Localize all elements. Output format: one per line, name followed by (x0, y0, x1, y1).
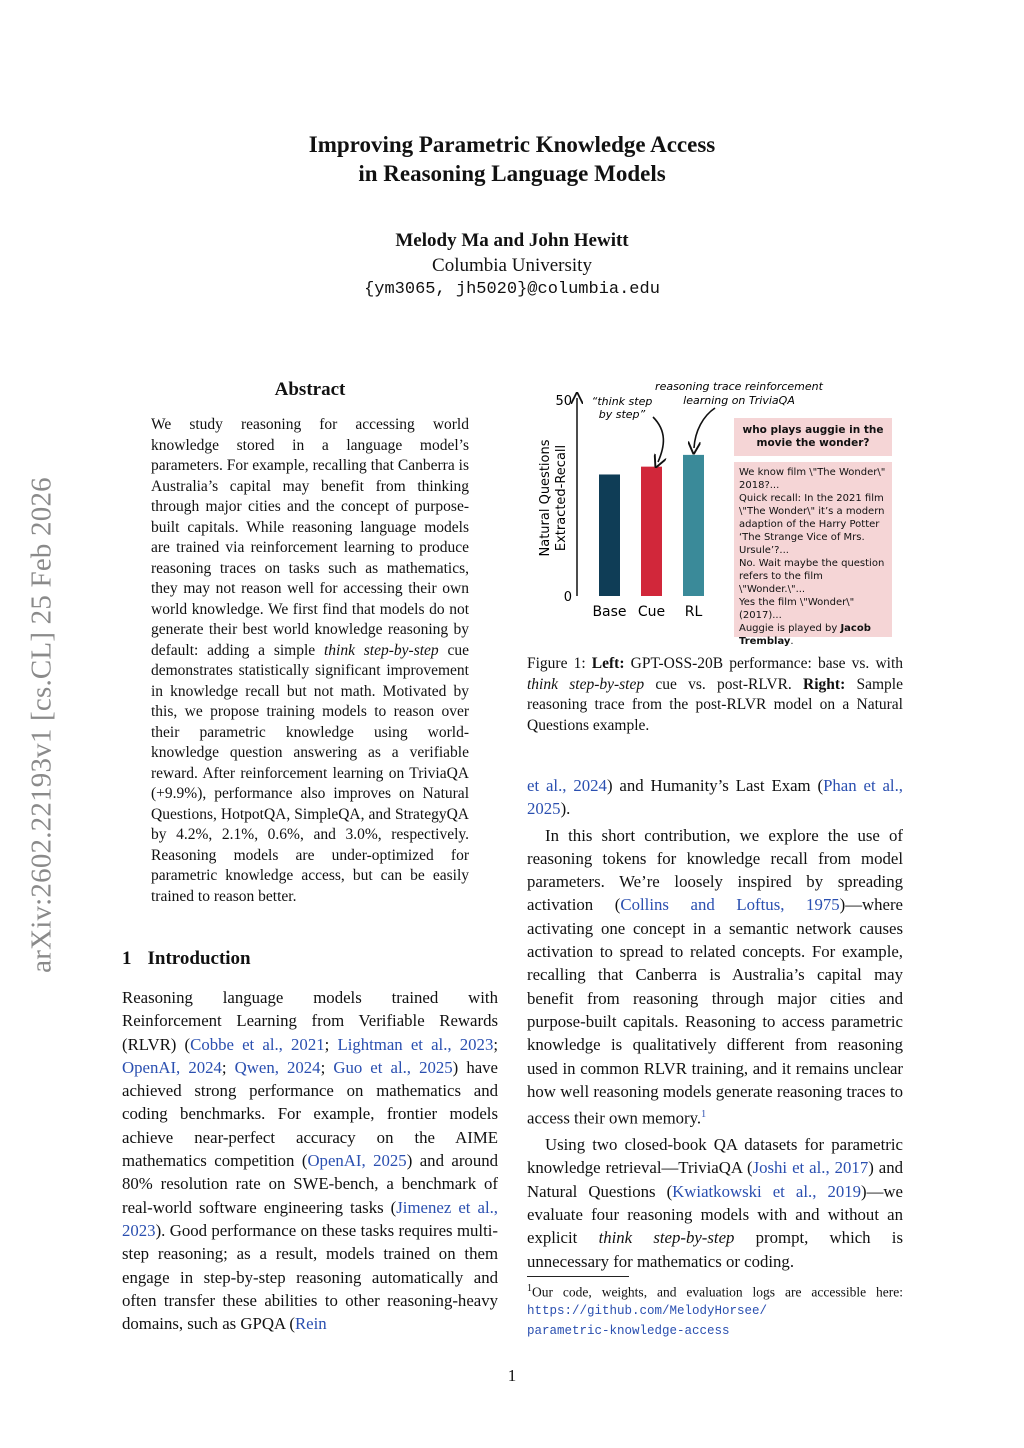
paragraph-continued (527, 774, 903, 821)
body-text: In this short contribution, we explore the use of reasoning tokens for knowledge recall from model parameters. We’re loosely inspired by spreading activation ( (527, 825, 903, 915)
citation-link[interactable]: et al., 2024 (527, 776, 607, 795)
body-text: ) and Humanity’s Last Exam ( (606, 776, 824, 795)
rl-annotation-2: learning on TriviaQA (683, 394, 795, 407)
caption-text: GPT-OSS-20B performance: base vs. with (624, 655, 903, 672)
rl-annotation-1: reasoning trace reinforcement (655, 380, 823, 393)
trace-line: ‘The Strange Vice of Mrs. (739, 532, 865, 543)
trace-answer (734, 462, 892, 647)
trace-line: We know film \"The Wonder\" (739, 467, 886, 478)
y-axis-label-1: Natural Questions (538, 439, 553, 557)
title-line-2: in Reasoning Language Models (358, 161, 666, 186)
citation-link[interactable]: OpenAI, 2025 (307, 1151, 407, 1171)
trace-line: \"The Wonder\" it’s a modern (739, 506, 885, 517)
section-title: Introduction (147, 948, 251, 969)
x-tick-label: Base (592, 604, 627, 620)
figure-caption (527, 654, 903, 736)
citation-link[interactable]: Guo et al., 2025 (333, 1057, 453, 1077)
footnote-rule (527, 1276, 629, 1277)
trace-line: Ursule’?... (739, 545, 789, 556)
intro-text: ) have achieved strong performance on mathematics and coding benchmarks. For example, frontier models achieve near-perfect accuracy on the AIME mathematics competition ( (122, 1057, 499, 1171)
abstract-emphasis: think step-by-step (323, 641, 439, 659)
footnote-text: Our code, weights, and evaluation logs are accessible here: (532, 1284, 903, 1300)
intro-text: ). Good performance on these tasks requires multi-step reasoning; as a result, models trained on them engage in step-by-step reasoning automatically and often transfer these abilities to other reasoning-heavy domains, such as GPQA ( (122, 1220, 498, 1334)
caption-text: Sample reasoning trace from the post-RLVR model on a Natural Questions example. (527, 675, 903, 734)
citation-link[interactable]: Collins and Loftus, 1975 (620, 895, 840, 915)
trace-line: No. Wait maybe the question (739, 558, 885, 569)
bar-base (599, 474, 620, 596)
intro-text: Reasoning language models trained with Reinforcement Learning from Verifiable Rewards (RLVR) ( (122, 988, 498, 1054)
separator: ; (320, 1057, 334, 1077)
caption-text: cue vs. post-RLVR. (644, 675, 804, 693)
y-tick-label: 0 (563, 590, 572, 605)
footnote-mark[interactable]: 1 (701, 1109, 707, 1121)
abstract-text-1: We study reasoning for accessing world knowledge stored in a language model’s parameters. For example, recalling that Canberra is Australia’s capital may benefit from thinking through major cities and the concept of purpose-built capitals. While reasoning language models are trained via reinforcement learning to produce reasoning traces on tasks such as mathematics, they may not reason well for accessing their own world knowledge. We first find that models do not generate their best world knowledge reasoning by default: adding a simple (151, 416, 469, 659)
cue-annotation-2: by step” (598, 408, 646, 421)
trace-line: (2017)... (739, 610, 782, 621)
paragraph-contribution (527, 824, 903, 1130)
citation-link[interactable]: OpenAI, 2024 (122, 1057, 222, 1077)
citation-link[interactable]: Lightman et al., 2023 (337, 1034, 494, 1054)
x-tick-label: RL (684, 604, 703, 620)
abstract-heading: Abstract (274, 379, 346, 400)
separator: ; (221, 1057, 235, 1077)
citation-link[interactable]: Rein (294, 1314, 327, 1334)
citation-link[interactable]: Jimenez et al., 2023 (122, 1197, 498, 1240)
citation-link[interactable]: Qwen, 2024 (234, 1057, 321, 1077)
trace-answer-name: Jacob Tremblay (739, 623, 871, 647)
caption-emphasis: think step-by-step (527, 675, 645, 693)
trace-line (739, 622, 888, 648)
trace-line: 2018?... (739, 480, 780, 491)
arxiv-sidebar (12, 420, 72, 1030)
body-text: ) and Natural Questions ( (527, 1158, 904, 1201)
right-column (527, 774, 903, 1273)
section-number: 1 (122, 948, 132, 969)
rl-arrow (694, 408, 715, 448)
trace-line: Yes the film \"Wonder\" (739, 597, 855, 608)
body-text: ). (560, 799, 571, 819)
affiliation: Columbia University (432, 255, 592, 276)
body-text: prompt, which is unnecessary for mathematics or coding. (527, 1228, 903, 1271)
trace-line: Quick recall: In the 2021 film (739, 493, 884, 504)
paragraph-datasets (527, 1133, 903, 1273)
intro-text: ) and around 80% resolution rate on SWE-bench, a benchmark of real-world software engineering tasks ( (122, 1151, 498, 1217)
email: {ym3065, jh5020}@columbia.edu (364, 280, 660, 299)
caption-label: Figure 1: (527, 655, 592, 672)
title-line-1: Improving Parametric Knowledge Access (308, 132, 716, 157)
separator: ; (493, 1034, 499, 1054)
caption-left-label: Left: (591, 655, 625, 672)
footnote (527, 1280, 903, 1340)
caption-right-label: Right: (803, 675, 846, 693)
citation-link[interactable]: Kwiatkowski et al., 2019 (672, 1181, 862, 1201)
section-heading (122, 948, 251, 970)
footnote-number: 1 (527, 1283, 532, 1294)
y-tick-label: 50 (555, 394, 572, 409)
body-emphasis: think step-by-step (598, 1228, 735, 1248)
cue-arrow (653, 417, 663, 462)
intro-paragraph (122, 986, 498, 1335)
trace-question: who plays auggie in the movie the wonder? (734, 418, 892, 456)
y-axis-label-2: Extracted-Recall (554, 444, 569, 552)
arxiv-id: arXiv:2602.22193v1 [cs.CL] 25 Feb 2026 (25, 477, 58, 973)
bar-rl (683, 455, 704, 596)
paper-title (0, 130, 1024, 188)
cue-annotation-1: “think step (591, 395, 653, 408)
body-text: Using two closed-book QA datasets for parametric knowledge retrieval—TriviaQA ( (527, 1135, 903, 1178)
separator: ; (324, 1034, 338, 1054)
body-text: )—we evaluate four reasoning models with and without an explicit (527, 1181, 903, 1248)
trace-text: . (790, 636, 794, 647)
repo-link[interactable]: https://github.com/MelodyHorsee/ (527, 1304, 768, 1318)
page-number: 1 (507, 1366, 517, 1385)
abstract-body (151, 415, 469, 907)
abstract-text-2: cue demonstrates statistically significant improvement in knowledge recall but not math. Motivated by this, we propose training models to reason over their parametric knowledge using world-knowledge question answering as a verifiable reward. After reinforcement learning on TriviaQA (+9.9%), performance also improves on Natural Questions, HotpotQA, SimpleQA, and StrategyQA by 4.2%, 2.1%, 0.6%, and 3.0%, respectively. Reasoning models are under-optimized for parametric knowledge access, but can be easily trained to reason better. (151, 641, 469, 905)
x-tick-label: Cue (637, 604, 666, 620)
citation-link[interactable]: Joshi et al., 2017 (752, 1158, 869, 1178)
citation-link[interactable]: Phan et al., 2025 (527, 776, 903, 819)
bar-cue (641, 467, 662, 596)
repo-link-cont[interactable]: parametric-knowledge-access (527, 1323, 730, 1338)
citation-link[interactable]: Cobbe et al., 2021 (190, 1034, 325, 1054)
body-text: )—where activating one concept in a semantic network causes activation to spread to related concepts. For example, recalling that Canberra is Australia’s capital may benefit from reasoning through major cities and purpose-built capitals. Reasoning to access parametric knowledge is qualitatively different from reasoning used in common RLVR training, and it remains unclear how well reasoning models generate reasoning traces to access their own memory. (527, 895, 903, 1128)
trace-line: refers to the film \"Wonder.\"... (739, 571, 823, 595)
authors: Melody Ma and John Hewitt (395, 230, 629, 251)
trace-line: adaption of the Harry Potter (739, 519, 880, 530)
trace-text: Auggie is played by (739, 623, 841, 634)
